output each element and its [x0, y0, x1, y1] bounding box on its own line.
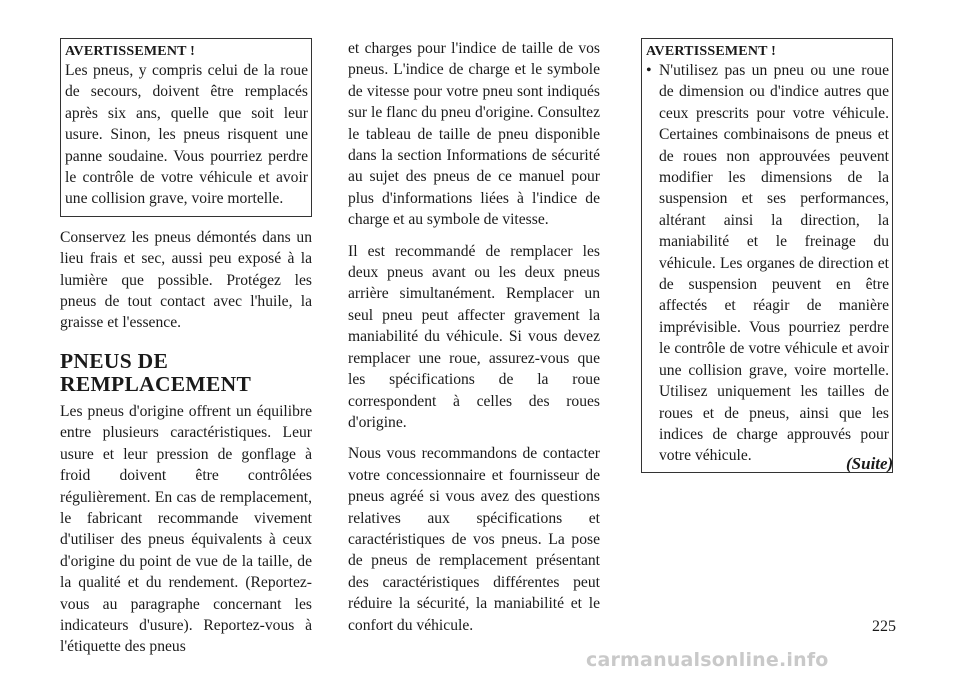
paragraph-load-index: et charges pour l'indice de taille de vos pneus. L'indice de charge et le symbole de vitesse pour votre pneu sont indiqués sur le flanc du pneu d'origine. Consultez le tableau de taille de pneu disponible dans la section Informations de sécurité au sujet des pneus de ce manuel pour plus d'informations liées à l'indice de charge et au symbole de vitesse. — [348, 40, 600, 229]
watermark: carmanualsonline.info — [586, 649, 829, 671]
warning-title: AVERTISSEMENT ! — [646, 44, 776, 59]
section-heading-replacement-tires — [60, 350, 312, 396]
column-middle — [348, 38, 600, 646]
warning-text: Les pneus, y compris celui de la roue de secours, doivent être remplacés après six ans, quelle que soit leur usure. Sinon, les pneus risquent une panne soudaine. Vous pourriez perdre le contrôle de votre véhicule et avoir une collision grave, voire mortelle. — [65, 62, 308, 208]
warning-box-tire-age — [60, 38, 312, 217]
paragraph-contact-dealer: Nous vous recommandons de contacter votre concessionnaire et fournisseur de pneus agréé si vous avez des questions relatives aux spécifications et caractéristiques de vos pneus. La pose de pneus de remplacement présentant des caractéristiques différentes peut réduire la sécurité, la maniabilité et le confort du véhicule. — [348, 445, 600, 634]
continued-label: (Suite) — [846, 454, 894, 473]
heading-line-2: REMPLACEMENT — [60, 371, 252, 396]
warning-bullet-item — [646, 60, 889, 467]
paragraph-original-tires: Les pneus d'origine offrent un équilibre entre plusieurs caractéristiques. Leur usure et leur pression de gonflage à froid doivent être contrôlées régulièrement. En cas de remplacement, le fabricant recommande vivement d'utiliser des pneus équivalents à ceux d'origine du point de vue de la taille, de la qualité et du rendement. (Reportez-vous au paragraphe concernant les indicateurs d'usure). Reportez-vous à l'étiquette des pneus — [60, 402, 312, 656]
page-number: 225 — [872, 618, 896, 635]
paragraph-replace-pairs: Il est recommandé de remplacer les deux pneus avant ou les deux pneus arrière simultanément. Remplacer un seul pneu peut affecter gravement la maniabilité du véhicule. Si vous devez remplacer une roue, assurez-vous que les spécifications de la roue correspondent à celles des roues d'origine. — [348, 242, 600, 431]
warning-title: AVERTISSEMENT ! — [65, 44, 195, 59]
warning-box-tire-size — [641, 38, 893, 473]
column-right — [641, 38, 893, 483]
bullet-icon: • — [646, 62, 652, 79]
column-left — [60, 38, 312, 667]
warning-bullet-text: N'utilisez pas un pneu ou une roue de dimension ou d'indice autres que ceux prescrits pour votre véhicule. Certaines combinaisons de pneus et de roues non approuvées peuvent modifier les dimensions de la suspension et ses performances, altérant ainsi la direction, la maniabilité et le freinage du véhicule. Les organes de direction et de suspension peuvent en être affectés et réagir de manière imprévisible. Vous pourriez perdre le contrôle de votre véhicule et avoir une collision grave, voire mortelle. Utilisez uniquement les tailles de roues et de pneus, ainsi que les indices de charge approuvés pour votre véhicule. — [659, 62, 889, 465]
paragraph-storage: Conservez les pneus démontés dans un lieu frais et sec, aussi peu exposé à la lumière que possible. Protégez les pneus de tout contact avec l'huile, la graisse et l'essence. — [60, 228, 312, 332]
heading-line-1: PNEUS DE — [60, 348, 169, 373]
